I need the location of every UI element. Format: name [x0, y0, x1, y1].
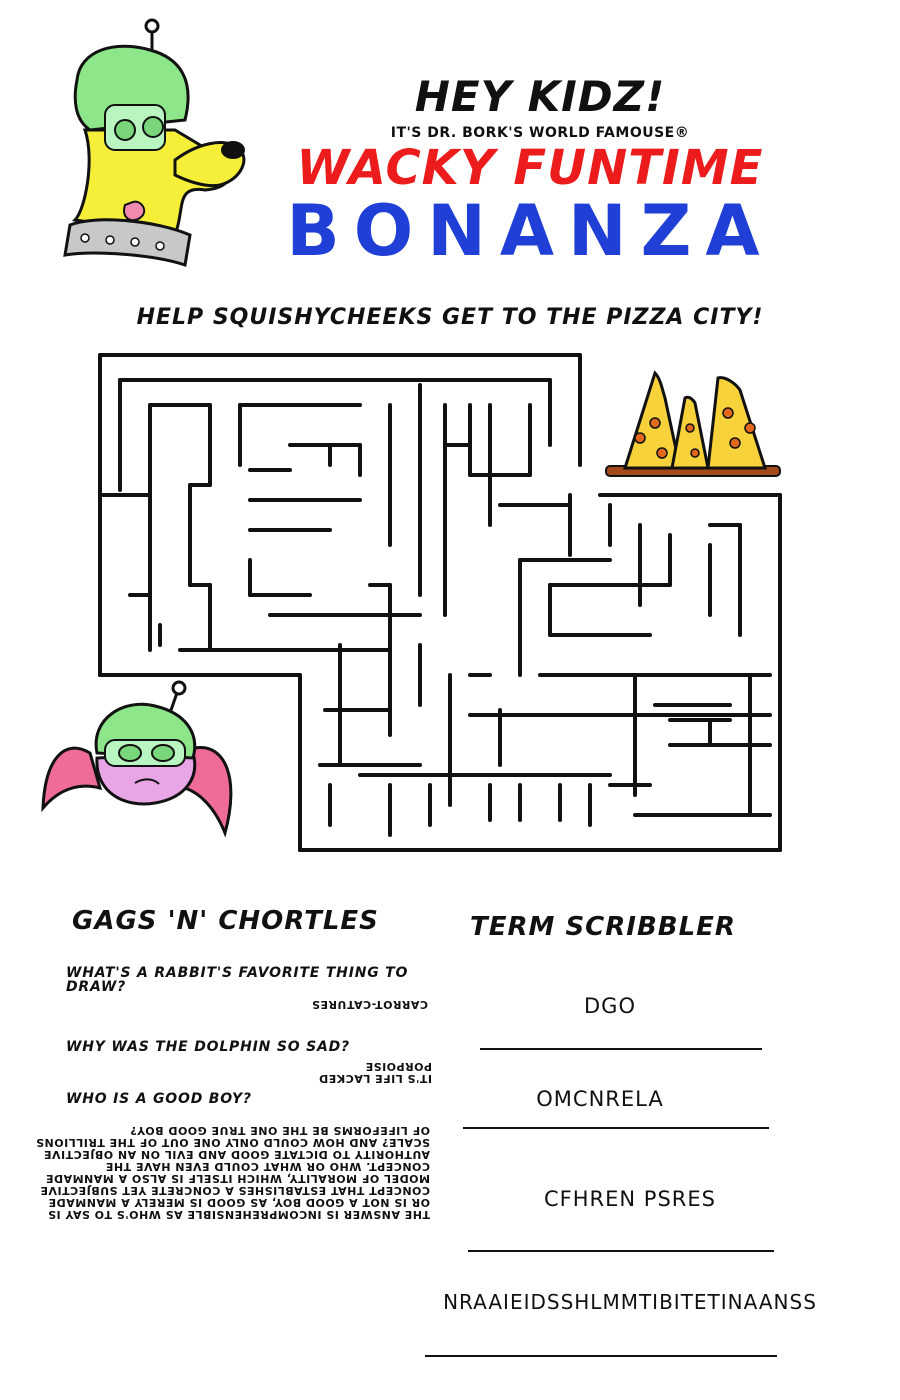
squishycheeks-girl-icon [35, 678, 245, 843]
scrambled-word-2: OMCNRELA [536, 1087, 664, 1111]
header-subtitle: IT'S DR. BORK'S WORLD FAMOUSE® [390, 125, 690, 141]
header-bonanza: BONANZA [286, 190, 774, 272]
answer-line-4[interactable] [425, 1355, 777, 1357]
pizza-city-icon [600, 368, 785, 488]
maze-title: HELP SQUISHYCHEEKS GET TO THE PIZZA CITY! [136, 305, 764, 330]
scrambled-word-4: NRAAIEIDSSHLMMTIBITETINAANSS [443, 1290, 817, 1314]
answer-line-3[interactable] [468, 1250, 774, 1252]
gag-question-3: WHO IS A GOOD BOY? [66, 1091, 252, 1107]
answer-line-1[interactable] [480, 1048, 762, 1050]
gag-question-1: WHAT'S A RABBIT'S FAVORITE THING TO DRAW? [66, 965, 409, 995]
gag-question-2: WHY WAS THE DOLPHIN SO SAD? [66, 1039, 350, 1055]
answer-line-2[interactable] [463, 1127, 769, 1129]
header-wacky-funtime: WACKY FUNTIME [296, 140, 764, 196]
term-scribbler-title: TERM SCRIBBLER [470, 912, 736, 942]
dr-bork-dog-icon [55, 10, 305, 280]
scrambled-word-3: CFHREN PSRES [544, 1187, 716, 1211]
gags-title: GAGS 'N' CHORTLES [72, 906, 379, 936]
gag-answer-3: THE ANSWER IS INCOMPREHENSIBLE AS WHO'S TO SAY IS OR IS NOT A GOOD BOY, AS GOOD IS MERELY A MANMADE CONCEPT THAT ESTABLISHES A CONCRETE YET SUBJECTIVE MODEL OF MORALITY, WHICH ITSELF IS ALSO A MANMADE CONCEPT. WHO OR WHAT COULD EVEN HAVE THE AUTHORITY TO DICTATE GOOD AND EVIL ON AN OBJECTIVE SCALE? AND HOW COULD ONLY ONE OUT OF THE TRILLIONS OF LIFEFORMS BE THE ONE TRUE GOOD BOY? [35, 1124, 430, 1221]
header-hey-kidz: HEY KIDZ! [414, 72, 666, 121]
gag-answer-2: IT'S LIFE LACKED PORPOISE [318, 1060, 432, 1085]
scrambled-word-1: DGO [584, 994, 636, 1018]
gag-answer-1: CARROT-CATURES [311, 998, 428, 1011]
